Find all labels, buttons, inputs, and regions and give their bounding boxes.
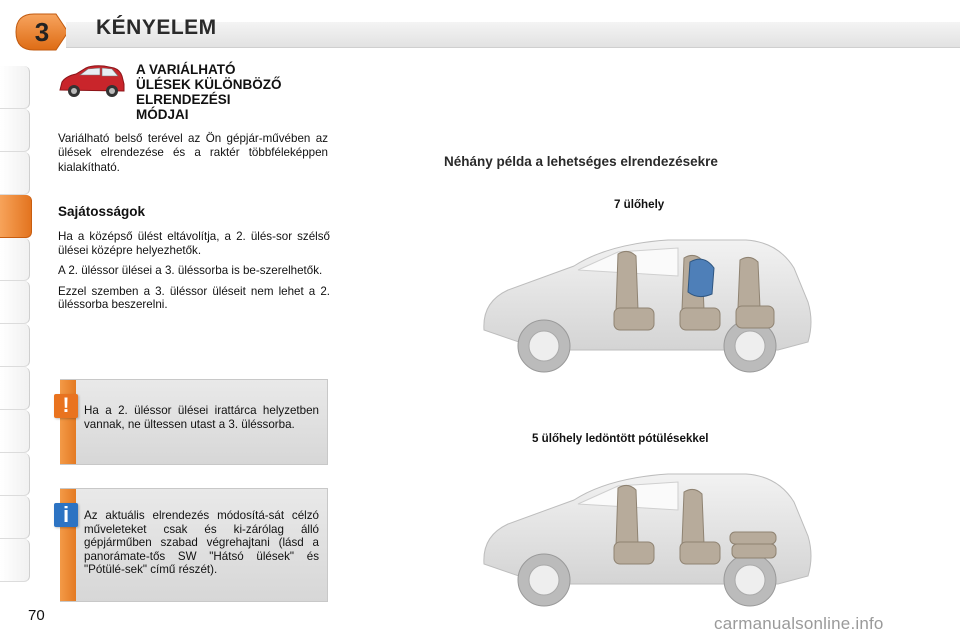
feature-paragraph: A 2. üléssor ülései a 3. üléssorba is be-szerelhetők. [58,264,323,278]
chapter-tab-2[interactable] [0,109,30,152]
feature-paragraph: Ezzel szemben a 3. üléssor üléseit nem lehet a 2. üléssorba beszerelni. [58,284,330,312]
info-text: Az aktuális elrendezés módosítá-sát célzó műveleteket csak és ki-zárólag álló gépjárműben szabad végrehajtani (lásd a panorámate-tős SW "Hátsó ülések" és "Pótülé-sek" című részét). [84,509,319,577]
chapter-number: 3 [34,16,50,47]
intro-paragraph: Variálható belső terével az Ön gépjár-művében az ülések elrendezése és a raktér többféleképpen kialakítható. [58,132,328,174]
warning-notice [60,379,328,465]
section-heading-line-4: MÓDJAI [136,107,189,122]
red-car-icon [56,62,128,102]
chapter-tabs [0,66,34,582]
car-5-seats-illustration [478,452,816,620]
chapter-tab-3[interactable] [0,152,30,195]
chapter-tab-11[interactable] [0,496,30,539]
section-heading-line-3: ELRENDEZÉSI [136,92,231,107]
chapter-tab-1[interactable] [0,66,30,109]
chapter-tab-12[interactable] [0,539,30,582]
caption-7-seats: 7 ülőhely [614,198,665,211]
section-heading-line-2: ÜLÉSEK KÜLÖNBÖZŐ [136,77,282,92]
chapter-tab-6[interactable] [0,281,30,324]
page-title: KÉNYELEM [96,16,217,39]
examples-title: Néhány példa a lehetséges elrendezésekre [444,154,718,169]
caption-5-seats: 5 ülőhely ledöntött pótülésekkel [532,432,709,445]
info-icon: i [54,503,78,527]
chapter-tab-7[interactable] [0,324,30,367]
chapter-tab-8[interactable] [0,367,30,410]
features-list [58,230,330,319]
features-heading: Sajátosságok [58,204,146,219]
warning-icon: ! [54,394,78,418]
section-heading-line-1: A VARIÁLHATÓ [136,62,236,77]
notice-stripe [60,380,76,464]
car-7-seats-illustration [478,218,816,386]
warning-text: Ha a 2. üléssor ülései irattárca helyzetben vannak, ne ültessen utast a 3. üléssorba. [84,404,319,431]
page-number: 70 [28,607,45,624]
chapter-tab-10[interactable] [0,453,30,496]
chapter-tab-9[interactable] [0,410,30,453]
section-heading [136,62,336,122]
watermark: carmanualsonline.info [714,614,884,633]
info-notice [60,488,328,602]
chapter-tab-5[interactable] [0,238,30,281]
feature-paragraph: Ha a középső ülést eltávolítja, a 2. ülés-sor szélső ülései középre helyezhetők. [58,230,330,257]
chapter-tab-4-active[interactable] [0,195,32,238]
